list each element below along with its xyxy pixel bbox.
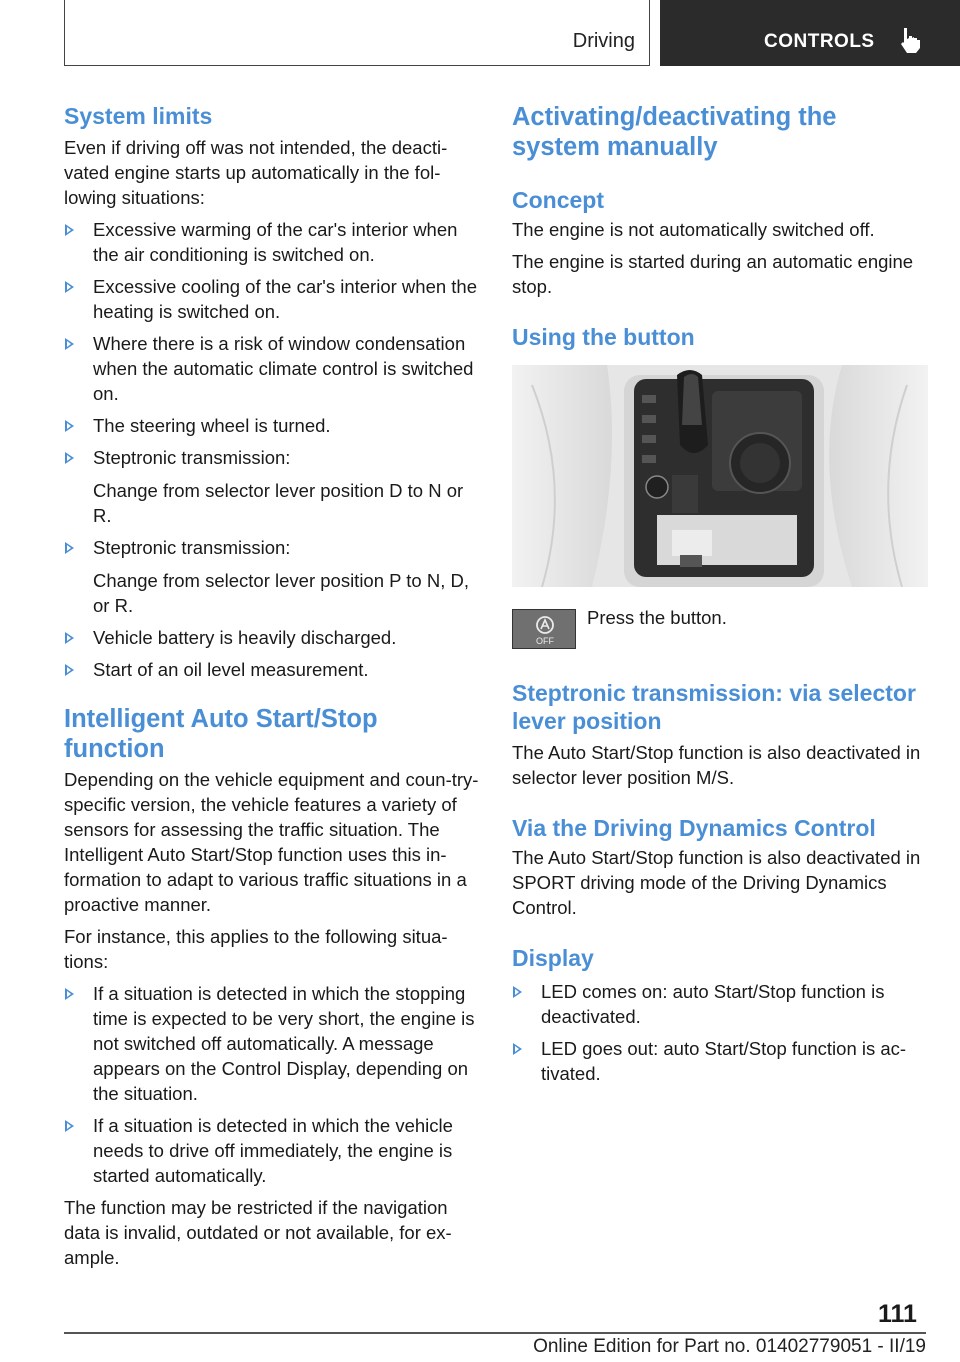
system-limits-intro: Even if driving off was not intended, the deacti-vated engine starts up automatically in the fol-lowing situations: — [64, 137, 448, 208]
activating-heading: Activating/deactivating the system manually — [512, 103, 837, 161]
list-item: If a situation is detected in which the vehicle needs to drive off immediately, the engine is started automatically. — [64, 1113, 480, 1188]
list-item: Excessive warming of the car's interior when the air conditioning is switched on. — [64, 217, 480, 267]
intelligent-list — [64, 981, 480, 1188]
list-item: Steptronic transmission: Change from selector lever position D to N or R. — [64, 445, 480, 528]
header-chapter-title: CONTROLS — [764, 31, 875, 52]
press-button-text: Press the button. — [587, 607, 727, 628]
triangle-bullet-icon — [65, 632, 74, 644]
concept-paragraph-1: The engine is not automatically switched off. — [512, 219, 875, 240]
list-item: Steptronic transmission: Change from selector lever position P to N, D, or R. — [64, 535, 480, 618]
intelligent-heading: Intelligent Auto Start/Stop function — [64, 705, 378, 763]
ddc-heading: Via the Driving Dynamics Control — [512, 815, 876, 841]
header-section-title: Driving — [572, 30, 635, 52]
display-list — [512, 979, 928, 1086]
footer-divider — [64, 1332, 926, 1334]
header-section-box — [64, 0, 650, 66]
concept-heading: Concept — [512, 187, 604, 213]
concept-paragraph-2: The engine is started during an automatic engine stop. — [512, 251, 914, 297]
using-button-heading: Using the button — [512, 324, 695, 350]
page-number: 111 — [878, 1300, 917, 1328]
triangle-bullet-icon — [65, 224, 74, 236]
list-item: Vehicle battery is heavily discharged. — [64, 625, 480, 650]
triangle-bullet-icon — [65, 664, 74, 676]
center-console-illustration — [512, 365, 928, 587]
triangle-bullet-icon — [513, 986, 522, 998]
auto-start-stop-icon — [513, 610, 577, 650]
center-console-photo — [512, 365, 928, 587]
list-item: Excessive cooling of the car's interior when the heating is switched on. — [64, 274, 480, 324]
list-item-detail: Change from selector lever position P to N, D, or R. — [93, 570, 469, 616]
press-button-row — [512, 599, 928, 657]
list-item: Where there is a risk of window condensation when the automatic climate control is switched on. — [64, 331, 480, 406]
pointing-hand-icon — [898, 26, 924, 54]
list-item: If a situation is detected in which the stopping time is expected to be very short, the engine is not switched off automatically. A message appears on the Control Display, depending on the situation. — [64, 981, 480, 1106]
display-heading: Display — [512, 945, 594, 971]
ddc-paragraph: The Auto Start/Stop function is also deactivated in SPORT driving mode of the Driving Dynamics Control. — [512, 847, 921, 918]
list-item-detail: Change from selector lever position D to N or R. — [93, 480, 464, 526]
right-column — [512, 102, 928, 1086]
triangle-bullet-icon — [65, 1120, 74, 1132]
intelligent-paragraph-1: Depending on the vehicle equipment and coun-try-specific version, the vehicle features a variety of sensors for assessing the traffic situation. The Intelligent Auto Start/Stop function uses this in-formation to adapt to various traffic situations in a proactive manner. — [64, 769, 479, 915]
triangle-bullet-icon — [65, 420, 74, 432]
triangle-bullet-icon — [65, 452, 74, 464]
steptronic-paragraph: The Auto Start/Stop function is also deactivated in selector lever position M/S. — [512, 742, 921, 788]
triangle-bullet-icon — [65, 281, 74, 293]
list-item: The steering wheel is turned. — [64, 413, 480, 438]
header-chapter-box — [660, 0, 960, 66]
steptronic-heading: Steptronic transmission: via selector lever position — [512, 680, 916, 734]
button-icon-label: OFF — [536, 636, 554, 646]
footer-edition: Online Edition for Part no. 01402779051 - II/19 — [533, 1336, 926, 1357]
triangle-bullet-icon — [65, 338, 74, 350]
triangle-bullet-icon — [65, 988, 74, 1000]
intelligent-paragraph-3: The function may be restricted if the navigation data is invalid, outdated or not available, for ex-ample. — [64, 1197, 452, 1268]
left-column — [64, 102, 480, 1270]
system-limits-list — [64, 217, 480, 682]
list-item: Start of an oil level measurement. — [64, 657, 480, 682]
list-item: LED comes on: auto Start/Stop function is deactivated. — [512, 979, 928, 1029]
system-limits-heading: System limits — [64, 103, 213, 129]
intelligent-paragraph-2: For instance, this applies to the following situa-tions: — [64, 926, 448, 972]
triangle-bullet-icon — [65, 542, 74, 554]
auto-start-stop-off-button-icon — [512, 609, 576, 649]
list-item: LED goes out: auto Start/Stop function is ac-tivated. — [512, 1036, 928, 1086]
triangle-bullet-icon — [513, 1043, 522, 1055]
